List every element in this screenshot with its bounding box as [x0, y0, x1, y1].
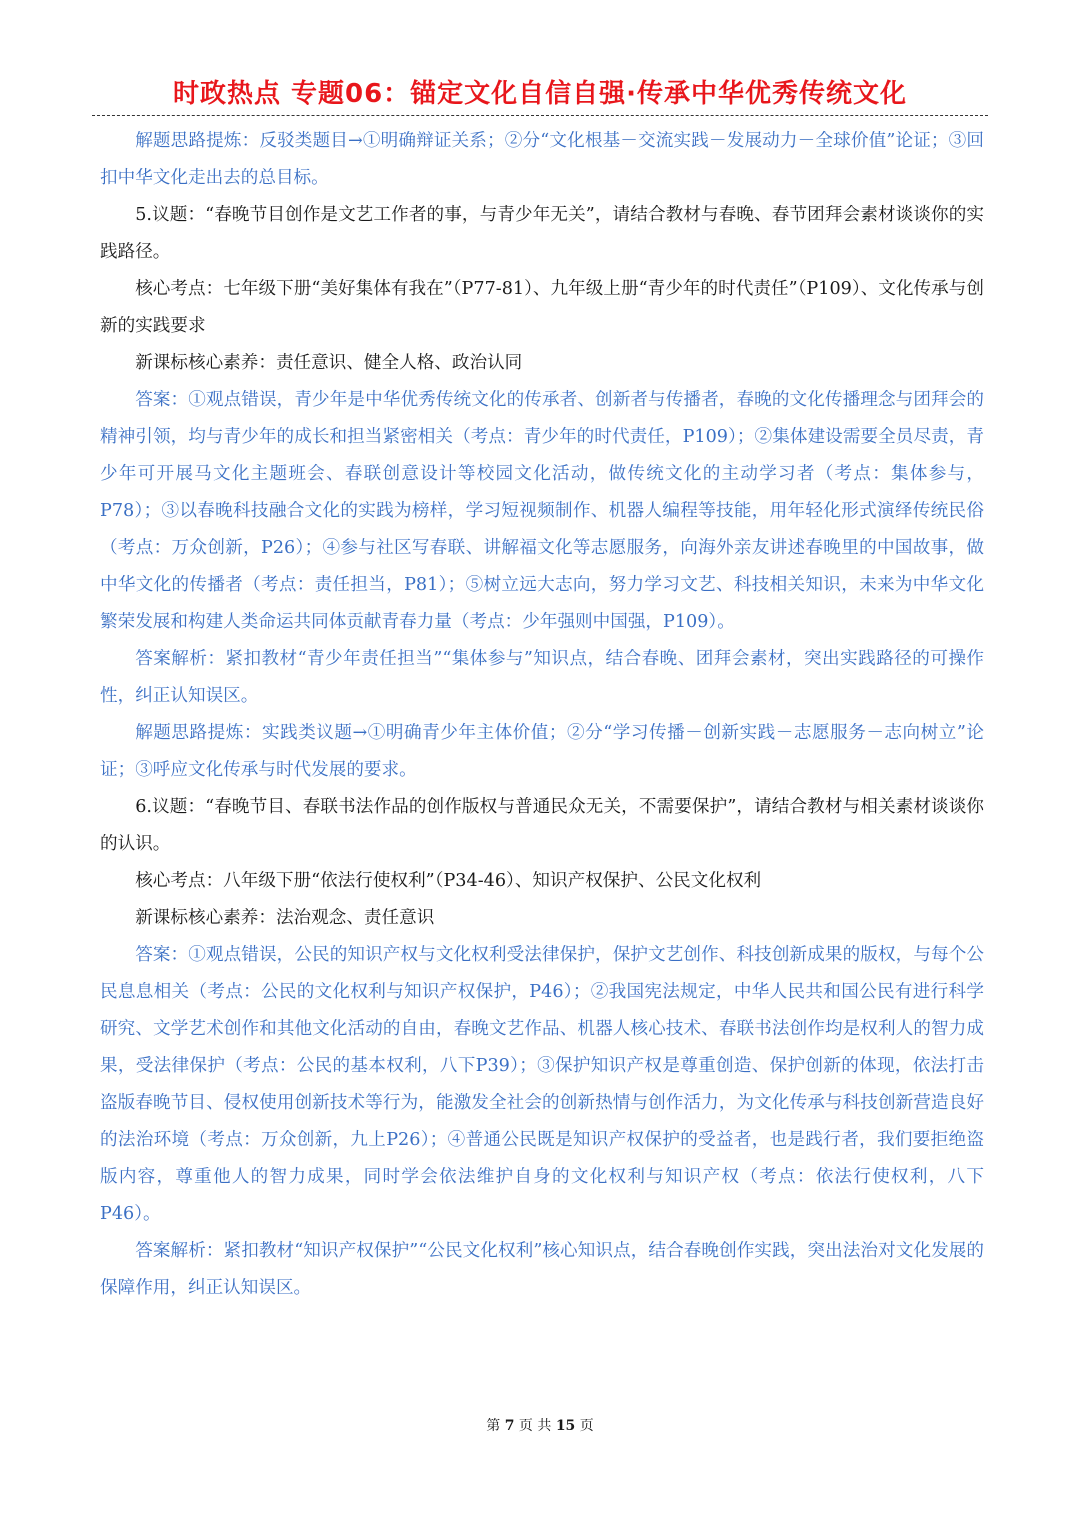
footer-prefix: 第 — [486, 1418, 501, 1434]
paragraph: 解题思路提炼：实践类议题→①明确青少年主体价值；②分“学习传播－创新实践－志愿服务－志向树立”论证；③呼应文化传承与时代发展的要求。 — [100, 723, 984, 780]
paragraph: 新课标核心素养：责任意识、健全人格、政治认同 — [135, 353, 523, 373]
footer-suffix: 页 — [579, 1418, 594, 1434]
current-page-number: 7 — [504, 1418, 515, 1434]
footer-middle: 页 共 — [518, 1418, 552, 1434]
page-footer — [0, 1414, 1080, 1438]
paragraph: 新课标核心素养：法治观念、责任意识 — [135, 908, 435, 928]
page-title: 时政热点 专题06：锚定文化自信自强·传承中华优秀传统文化 — [172, 79, 908, 109]
total-page-number: 15 — [555, 1418, 576, 1434]
paragraph: 核心考点：七年级下册“美好集体有我在”（P77-81）、九年级上册“青少年的时代责任”（P109）、文化传承与创新的实践要求 — [100, 279, 984, 336]
document-body — [100, 123, 984, 1307]
paragraph: 核心考点：八年级下册“依法行使权利”（P34-46）、知识产权保护、公民文化权利 — [135, 871, 762, 891]
paragraph: 6.议题：“春晚节目、春联书法作品的创作版权与普通民众无关，不需要保护”，请结合教材与相关素材谈谈你的认识。 — [100, 797, 984, 854]
paragraph: 答案解析：紧扣教材“青少年责任担当”“集体参与”知识点，结合春晚、团拜会素材，突出实践路径的可操作性，纠正认知误区。 — [100, 649, 984, 706]
paragraph: 答案：①观点错误，青少年是中华优秀传统文化的传承者、创新者与传播者，春晚的文化传播理念与团拜会的精神引领，均与青少年的成长和担当紧密相关（考点：青少年的时代责任，P109）；②集体建设需要全员尽责，青少年可开展马文化主题班会、春联创意设计等校园文化活动，做传统文化的主动学习者（考点：集体参与，P78）；③以春晚科技融合文化的实践为榜样，学习短视频制作、机器人编程等技能，用年轻化形式演绎传统民俗（考点：万众创新，P26）；④参与社区写春联、讲解福文化等志愿服务，向海外亲友讲述春晚里的中国故事，做中华文化的传播者（考点：责任担当，P81）；⑤树立远大志向，努力学习文艺、科技相关知识，未来为中华文化繁荣发展和构建人类命运共同体贡献青春力量（考点：少年强则中国强，P109）。 — [100, 390, 984, 632]
header-divider — [92, 115, 988, 116]
paragraph: 答案：①观点错误，公民的知识产权与文化权利受法律保护，保护文艺创作、科技创新成果的版权，与每个公民息息相关（考点：公民的文化权利与知识产权保护，P46）；②我国宪法规定，中华人民共和国公民有进行科学研究、文学艺术创作和其他文化活动的自由，春晚文艺作品、机器人核心技术、春联书法创作均是权利人的智力成果，受法律保护（考点：公民的基本权利，八下P39）；③保护知识产权是尊重创造、保护创新的体现，依法打击盗版春晚节目、侵权使用创新技术等行为，能激发全社会的创新热情与创作活力，为文化传承与科技创新营造良好的法治环境（考点：万众创新，九上P26）；④普通公民既是知识产权保护的受益者，也是践行者，我们要拒绝盗版内容，尊重他人的智力成果，同时学会依法维护自身的文化权利与知识产权（考点：依法行使权利，八下P46）。 — [100, 945, 984, 1224]
paragraph: 5.议题：“春晚节目创作是文艺工作者的事，与青少年无关”，请结合教材与春晚、春节团拜会素材谈谈你的实践路径。 — [100, 205, 984, 262]
paragraph: 答案解析：紧扣教材“知识产权保护”“公民文化权利”核心知识点，结合春晚创作实践，突出法治对文化发展的保障作用，纠正认知误区。 — [100, 1241, 984, 1298]
paragraph: 解题思路提炼：反驳类题目→①明确辩证关系；②分“文化根基－交流实践－发展动力－全球价值”论证；③回扣中华文化走出去的总目标。 — [100, 131, 984, 188]
